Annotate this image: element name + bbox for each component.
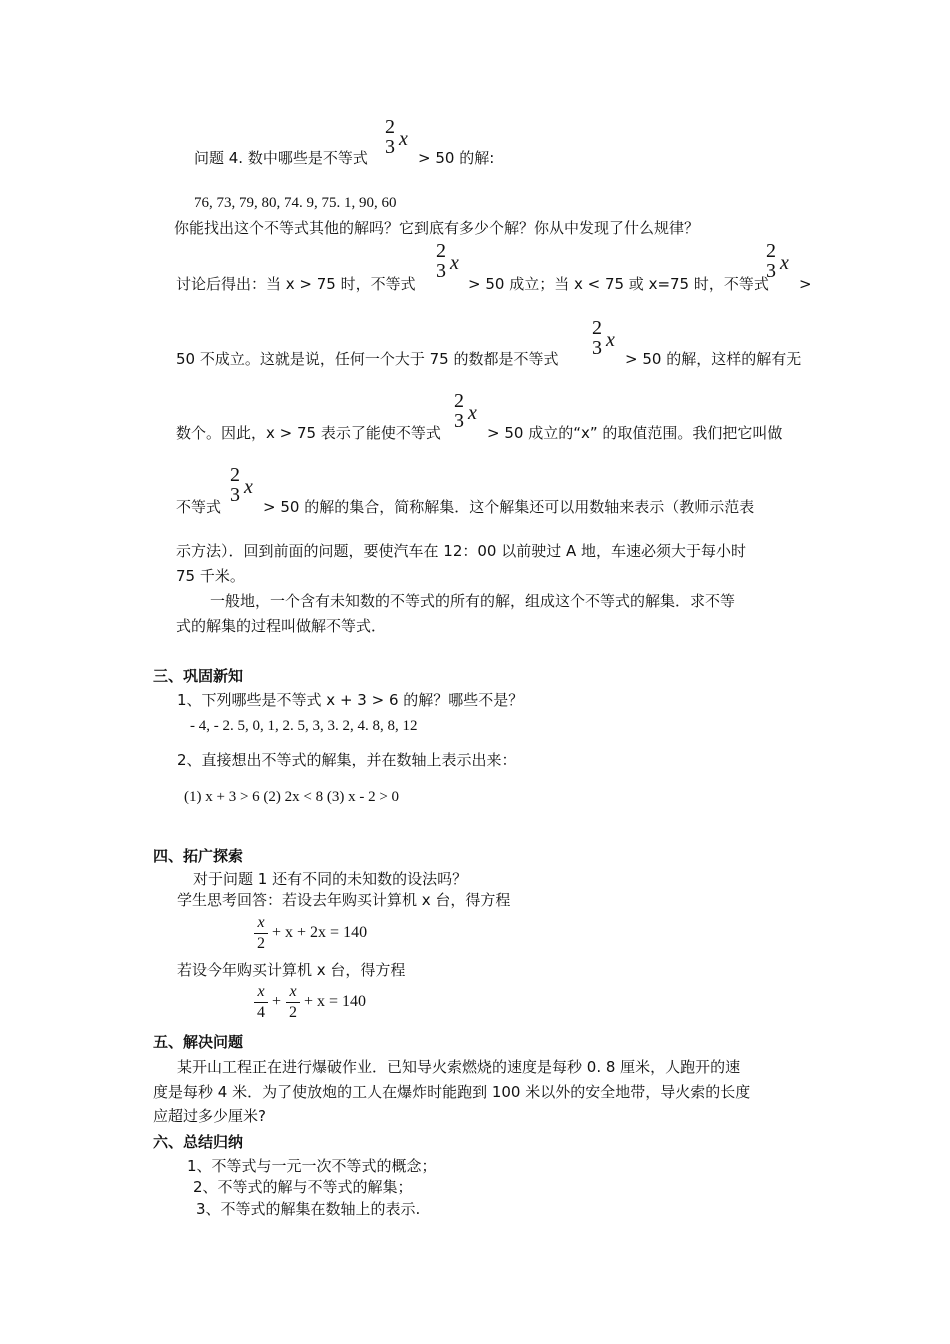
fraction-2-3: 2 3 [436,240,446,282]
fraction-variable: x [399,128,408,150]
equation1-rest: + x + 2x = 140 [272,924,368,941]
para1-line5-a: 不等式 [176,498,222,516]
fraction-2-3: 2 3 [385,116,395,158]
fraction-variable: x [450,252,459,274]
section3-q2: 2、直接想出不等式的解集，并在数轴上表示出来： [177,751,517,769]
problem4-suffix: > 50 的解: [418,149,495,167]
problem4-values: 76, 73, 79, 80, 74. 9, 75. 1, 90, 60 [194,195,397,211]
para1-line3-b: > 50 的解，这样的解有无 [625,350,802,368]
section6-heading: 六、总结归纳 [153,1133,244,1151]
para1-line2-b: > 50 成立；当 x < 75 或 x=75 时，不等式 [468,275,769,293]
para1-line2-a: 讨论后得出：当 x > 75 时，不等式 [176,275,416,293]
section3-heading: 三、巩固新知 [153,667,244,685]
equation2-fraction-1: x 4 [254,984,268,1021]
para1-line7: 75 千米。 [176,567,245,585]
section3-q2-items: (1) x + 3 > 6 (2) 2x < 8 (3) x - 2 > 0 [184,789,400,805]
fraction-variable: x [244,476,253,498]
problem4-prefix: 问题 4. 数中哪些是不等式 [194,149,368,167]
para1-line4-a: 数个。因此，x > 75 表示了能使不等式 [176,424,441,442]
para1-line5-b: > 50 的解的集合，简称解集．这个解集还可以用数轴来表示（教师示范表 [263,498,755,516]
fraction-2-3: 2 3 [230,464,240,506]
fraction-variable: x [780,252,789,274]
section6-item: 2、不等式的解与不等式的解集； [193,1178,413,1196]
section3-q1: 1、下列哪些是不等式 x + 3 > 6 的解？哪些不是？ [177,691,524,709]
para1-line4-b: > 50 成立的“x” 的取值范围。我们把它叫做 [487,424,783,442]
section5-line1: 某开山工程正在进行爆破作业．已知导火索燃烧的速度是每秒 0. 8 厘米，人跑开的速 [177,1058,741,1076]
section4-heading: 四、拓广探索 [153,847,244,865]
section3-q1-values: - 4, - 2. 5, 0, 1, 2. 5, 3, 3. 2, 4. 8, 8, 12 [190,718,418,734]
fraction-2-3: 2 3 [592,317,602,359]
fraction-2-3: 2 3 [766,240,776,282]
equation2-fraction-2: x 2 [286,984,300,1021]
equation1-fraction: x 2 [254,915,268,952]
para1-line2-c: > [799,275,812,293]
section6-item: 1、不等式与一元一次不等式的概念； [187,1157,437,1175]
section5-line3: 应超过多少厘米? [153,1107,266,1125]
fraction-variable: x [606,329,615,351]
section6-item: 3、不等式的解集在数轴上的表示. [196,1200,421,1218]
fraction-variable: x [468,402,477,424]
para2-line1: 一般地，一个含有未知数的不等式的所有的解，组成这个不等式的解集．求不等 [210,592,736,610]
equation2-plus: + [272,993,282,1010]
section4-line2: 学生思考回答：若设去年购买计算机 x 台，得方程 [177,891,511,909]
para1-question: 你能找出这个不等式其他的解吗？它到底有多少个解？你从中发现了什么规律？ [174,219,700,237]
section5-heading: 五、解决问题 [153,1033,244,1051]
para1-line3-a: 50 不成立。这就是说，任何一个大于 75 的数都是不等式 [176,350,559,368]
para2-line2: 式的解集的过程叫做解不等式． [176,617,387,635]
section5-line2: 度是每秒 4 米．为了使放炮的工人在爆炸时能跑到 100 米以外的安全地带，导火索的长度 [153,1083,751,1101]
fraction-2-3: 2 3 [454,390,464,432]
para1-line6: 示方法）．回到前面的问题，要使汽车在 12：00 以前驶过 A 地，车速必须大于每小时 [176,542,747,560]
equation2-rest: + x = 140 [304,993,367,1010]
section4-line1: 对于问题 1 还有不同的未知数的设法吗？ [193,870,468,888]
section4-line3: 若设今年购买计算机 x 台，得方程 [177,961,406,979]
